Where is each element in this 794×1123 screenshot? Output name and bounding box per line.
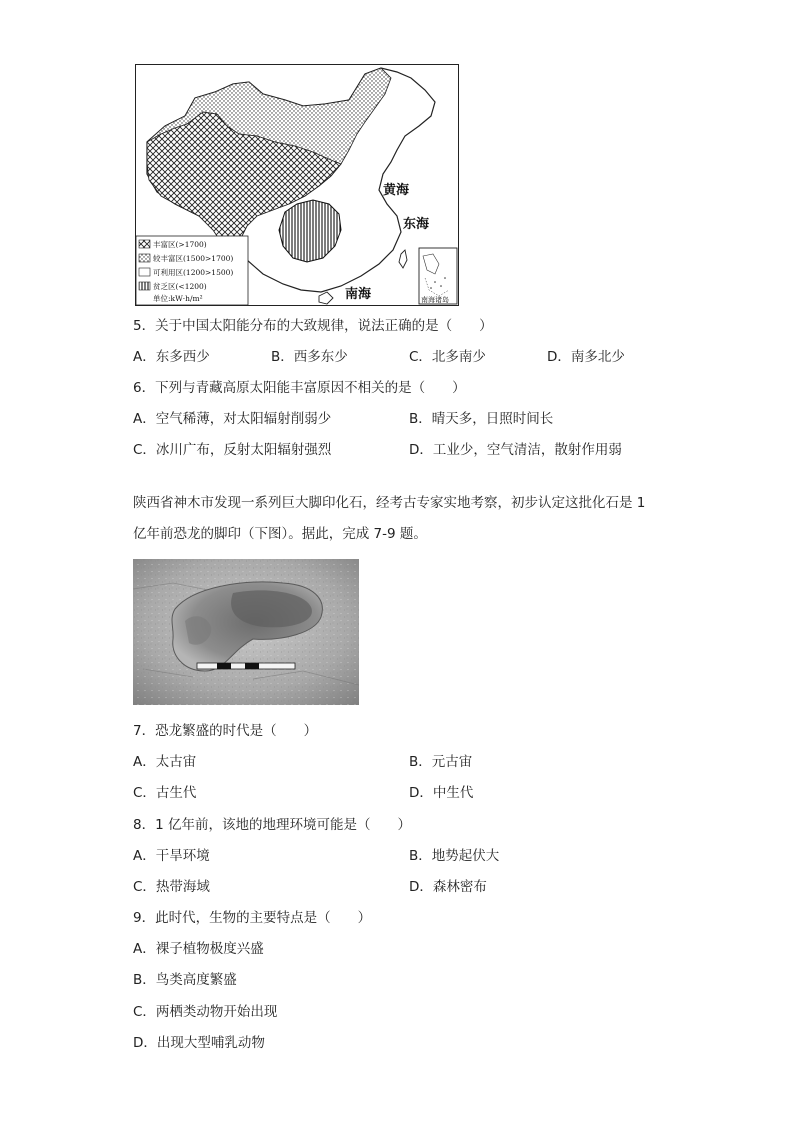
q9-stem: 9．此时代，生物的主要特点是（ ）	[133, 910, 372, 926]
q8-option-a: A．干旱环境	[133, 848, 210, 864]
q5-option-a: A．东多西少	[133, 349, 210, 365]
q5-option-c: C．北多南少	[409, 349, 486, 365]
q5-option-d: D．南多北少	[547, 349, 625, 365]
q6-option-d: D．工业少，空气清洁，散射作用弱	[409, 442, 622, 458]
q8-option-b: B．地势起伏大	[409, 848, 500, 864]
q7-option-a: A．太古宙	[133, 754, 197, 770]
q6-option-b: B．晴天多，日照时间长	[409, 411, 554, 427]
q7-stem: 7．恐龙繁盛的时代是（ ）	[133, 723, 318, 739]
china-solar-energy-map	[135, 64, 459, 306]
q9-option-c: C．两栖类动物开始出现	[133, 1004, 278, 1020]
legend-unit: 单位:kW·h/m²	[153, 294, 203, 303]
south-china-sea-inset	[419, 248, 457, 304]
q6-option-a: A．空气稀薄，对太阳辐射削弱少	[133, 411, 332, 427]
scale-bar	[197, 663, 295, 669]
q5-stem: 5．关于中国太阳能分布的大致规律，说法正确的是（ ）	[133, 318, 493, 334]
q7-option-b: B．元古宙	[409, 754, 473, 770]
intro-line-1: 陕西省神木市发现一系列巨大脚印化石，经考古专家实地考察，初步认定这批化石是 1	[133, 495, 646, 511]
east-sea-label: 东海	[403, 217, 430, 232]
dinosaur-footprint-photo	[133, 559, 359, 705]
q8-option-c: C．热带海域	[133, 879, 210, 895]
legend-usable: 可利用区(1200>1500)	[153, 268, 234, 277]
inset-label: 南海诸岛	[421, 296, 449, 304]
q5-option-b: B．西多东少	[271, 349, 348, 365]
legend-fairly-rich: 较丰富区(1500>1700)	[153, 254, 234, 263]
q6-stem: 6．下列与青藏高原太阳能丰富原因不相关的是（ ）	[133, 380, 466, 396]
south-sea-label: 南海	[345, 287, 372, 302]
intro-line-2: 亿年前恐龙的脚印（下图）。据此，完成 7-9 题。	[133, 526, 427, 542]
map-legend	[136, 236, 248, 305]
q9-option-b: B．鸟类高度繁盛	[133, 972, 237, 988]
q9-option-d: D．出现大型哺乳动物	[133, 1035, 265, 1051]
q7-option-d: D．中生代	[409, 785, 474, 801]
q8-stem: 8．1 亿年前，该地的地理环境可能是（ ）	[133, 817, 411, 833]
q8-option-d: D．森林密布	[409, 879, 487, 895]
q6-option-c: C．冰川广布，反射太阳辐射强烈	[133, 442, 332, 458]
legend-poor: 贫乏区(<1200)	[153, 282, 207, 291]
legend-rich: 丰富区(>1700)	[153, 240, 207, 249]
yellow-sea-label: 黄海	[383, 183, 410, 198]
q7-option-c: C．古生代	[133, 785, 197, 801]
q9-option-a: A．裸子植物极度兴盛	[133, 941, 264, 957]
